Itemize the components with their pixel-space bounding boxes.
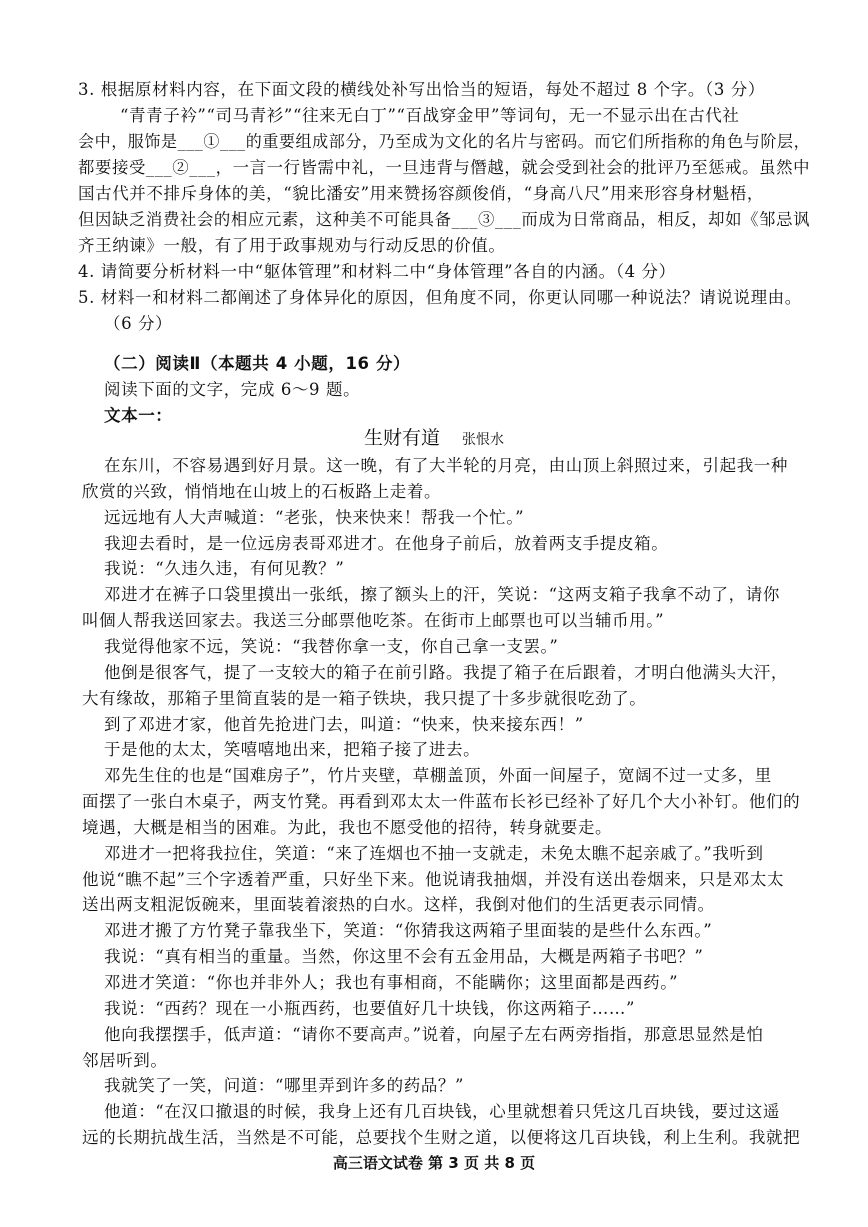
story-line: 邓进才笑道：“你也并非外人；我也有事相商，不能瞒你；这里面都是西药。” (104, 973, 679, 992)
story-line: 邻居听到。 (82, 1050, 168, 1070)
story-line: 他向我摆摆手，低声道：“请你不要高声。”说着，向屋子左右两旁指指，那意思显然是怕 (104, 1024, 764, 1044)
story-line: 我说：“久违久违，有何见教？” (104, 559, 345, 579)
story-line: 他倒是很客气，提了一支较大的箱子在前引路。我提了箱子在后跟着，才明白他满头大汗， (104, 662, 788, 682)
question-3-passage-line: 会中，服饰是___①___的重要组成部分，乃至成为文化的名片与密码。而它们所指称的角色与阶层， (78, 132, 811, 151)
story-line: 邓进才一把将我拉住，笑道：“来了连烟也不抽一支就走，未免太瞧不起亲戚了。”我听到 (104, 843, 764, 863)
story-title: 生财有道 (363, 427, 440, 449)
story-line: 我说：“真有相当的重量。当然，你这里不会有五金用品，大概是两箱子书吧？” (104, 947, 704, 967)
section-heading: （二）阅读Ⅱ（本题共 4 小题，16 分） (104, 354, 411, 373)
story-line: 他道：“在汉口撤退的时候，我身上还有几百块钱，心里就想着只凭这几百块钱，要过这遥 (104, 1102, 780, 1122)
story-line: 境遇，大概是相当的困难。为此，我也不愿受他的招待，转身就要走。 (82, 817, 613, 837)
story-author: 张恨水 (462, 432, 504, 448)
story-line: 于是他的太太，笑嘻嘻地出来，把箱子接了进去。 (104, 740, 481, 760)
story-line: 我说：“西药？现在一小瓶西药，也要值好几十块钱，你这两箱子……” (104, 998, 636, 1018)
question-3-passage-line: “青青子衿”“司马青衫”“往来无白丁”“百战穿金甲”等词句，无一不显示出在古代社 (120, 106, 740, 125)
story-line: 欣赏的兴致，悄悄地在山坡上的石板路上走着。 (82, 481, 442, 501)
question-3-passage-line: 都要接受___②___，一言一行皆需中礼，一旦违背与僭越，就会受到社会的批评乃至惩戒。虽然中 (78, 158, 811, 177)
story-line: 远远地有人大声喊道：“老张，快来快来！帮我一个忙。” (104, 507, 525, 527)
story-line: 我迎去看时，是一位远房表哥邓进才。在他身子前后，放着两支手提皮箱。 (104, 533, 669, 553)
story-line: 面摆了一张白木桌子，两支竹凳。再看到邓太太一件蓝布长衫已经补了好几个大小补钉。他们的 (82, 792, 801, 812)
question-4: 4. 请简要分析材料一中“躯体管理”和材料二中“身体管理”各自的内涵。（4 分） (78, 262, 676, 281)
story-line: 邓进才搬了方竹凳子靠我坐下，笑道：“你猜我这两箱子里面装的是些什么东西。” (104, 921, 713, 941)
story-line: 邓进才在裤子口袋里摸出一张纸，擦了额头上的汗，笑说：“这两支箱子我拿不动了，请你 (104, 585, 780, 605)
section-instruction: 阅读下面的文字，完成 6～9 题。 (104, 380, 361, 399)
question-3-prompt: 3. 根据原材料内容，在下面文段的横线处补写出恰当的短语，每处不超过 8 个字。（3 分） (78, 80, 765, 99)
story-line: 他说“瞧不起”三个字透着严重，只好坐下来。他说请我抽烟，并没有送出卷烟来，只是邓太太 (82, 869, 785, 889)
question-3-passage-line: 齐王纳谏》一般，有了用于政事规劝与行动反思的价值。 (78, 236, 506, 255)
story-line: 邓先生住的也是“国难房子”，竹片夹壁，草棚盖顶，外面一间屋子，宽阔不过一丈多，里 (104, 766, 772, 786)
page-footer: 高三语文试卷 第 3 页 共 8 页 (332, 1154, 536, 1172)
text-label: 文本一： (104, 406, 173, 425)
story-line: 在东川，不容易遇到好月景。这一晚，有了大半轮的月亮，由山顶上斜照过来，引起我一种 (104, 456, 788, 475)
question-3-passage-line: 但因缺乏消费社会的相应元素，这种美不可能具备___③___而成为日常商品，相反，却如《邹忌讽 (78, 210, 811, 229)
story-title-row (0, 425, 868, 453)
story-line: 叫個人帮我送回家去。我送三分邮票他吃茶。在街市上邮票也可以当辅币用。” (82, 611, 665, 631)
story-line: 我觉得他家不远，笑说：“我替你拿一支，你自己拿一支罢。” (104, 636, 559, 656)
question-5-score: （6 分） (104, 314, 173, 333)
story-line: 到了邓进才家，他首先抢进门去，叫道：“快来，快来接东西！” (104, 714, 584, 734)
story-line: 我就笑了一笑，问道：“哪里弄到许多的药品？” (104, 1076, 465, 1096)
story-line: 远的长期抗战生活，当然是不可能，总要找个生财之道，以便将这几百块钱，利上生利。我就把 (82, 1128, 801, 1148)
story-line: 送出两支粗泥饭碗来，里面装着滚热的白水。这样，我倒对他们的生活更表示同情。 (82, 895, 715, 915)
question-5: 5. 材料一和材料二都阐述了身体异化的原因，但角度不同，你更认同哪一种说法？请说说理由。 (78, 288, 802, 307)
question-3-passage-line: 国古代并不排斥身体的美，“貌比潘安”用来赞扬容颜俊俏，“身高八尺”用来形容身材魁梧， (78, 184, 764, 203)
story-line: 大有缘故，那箱子里简直装的是一箱子铁块，我只提了十多步就很吃劲了。 (82, 688, 647, 708)
